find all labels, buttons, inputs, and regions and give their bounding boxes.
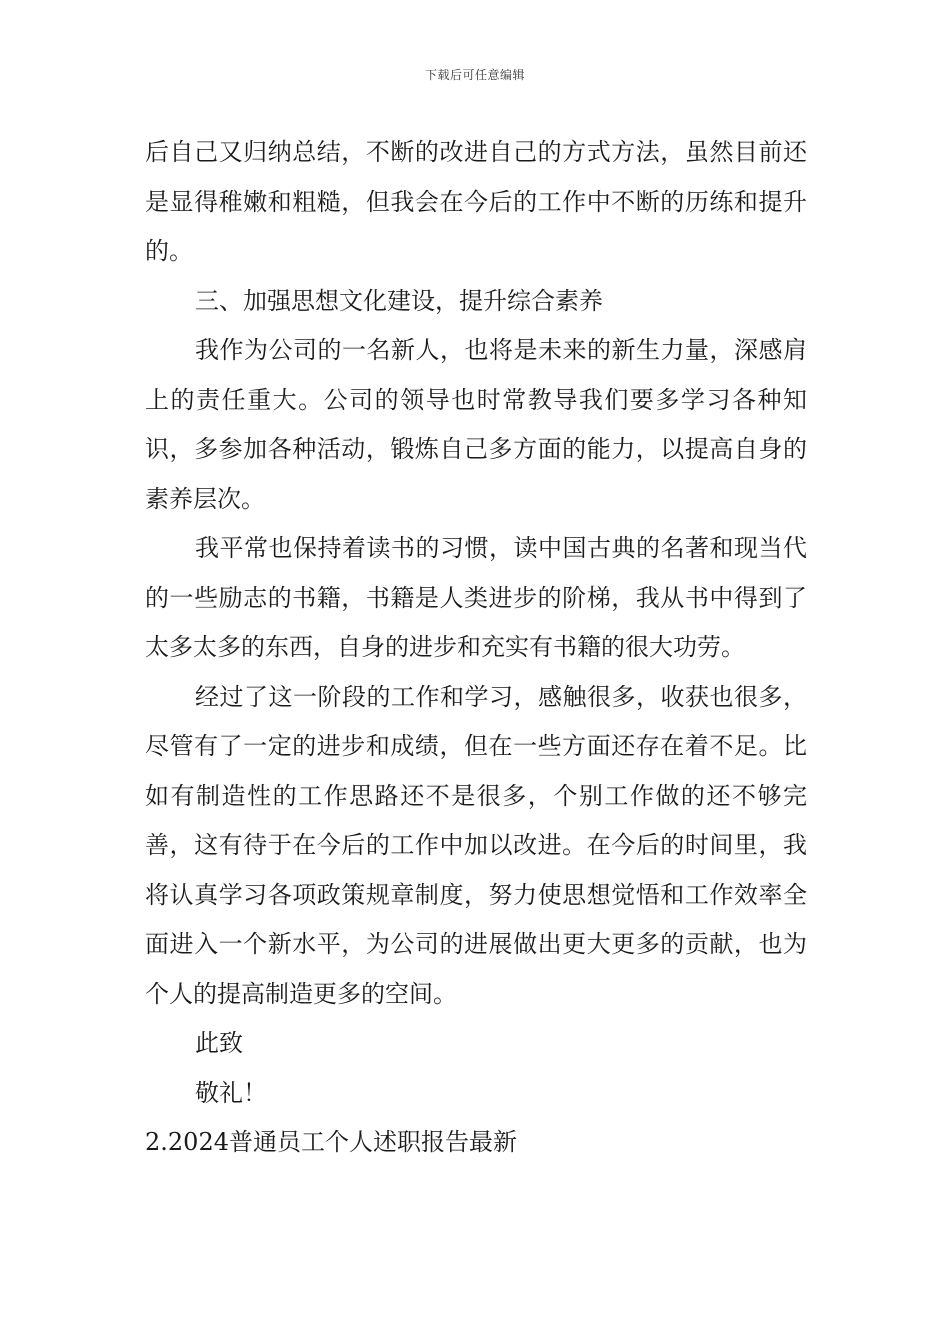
document-body xyxy=(145,128,807,1168)
closing-salutation: 此致 xyxy=(195,1029,243,1057)
body-paragraph-1: 我作为公司的一名新人，也将是未来的新生力量，深感肩上的责任重大。公司的领导也时常教导我们要多学习各种知识，多参加各种活动，锻炼自己多方面的能力，以提高自身的素养层次。 xyxy=(145,336,807,513)
page-header-note: 下载后可任意编辑 xyxy=(424,68,525,82)
body-paragraph-3: 经过了这一阶段的工作和学习，感触很多，收获也很多，尽管有了一定的进步和成绩，但在一些方面还存在着不足。比如有制造性的工作思路还不是很多，个别工作做的还不够完善，这有待于在今后的工作中加以改进。在今后的时间里，我将认真学习各项政策规章制度，努力使思想觉悟和工作效率全面进入一个新水平，为公司的进展做出更大更多的贡献，也为个人的提高制造更多的空间。 xyxy=(145,682,807,1008)
continuation-paragraph: 后自己又归纳总结，不断的改进自己的方式方法，虽然目前还是显得稚嫩和粗糙，但我会在今后的工作中不断的历练和提升的。 xyxy=(145,138,807,265)
body-paragraph-2: 我平常也保持着读书的习惯，读中国古典的名著和现当代的一些励志的书籍，书籍是人类进步的阶梯，我从书中得到了太多太多的东西，自身的进步和充实有书籍的很大功劳。 xyxy=(145,534,807,661)
next-section-title: 2.2024普通员工个人述职报告最新 xyxy=(145,1128,517,1156)
section-heading: 三、加强思想文化建设，提升综合素养 xyxy=(195,286,603,315)
closing-regards: 敬礼！ xyxy=(195,1078,267,1107)
